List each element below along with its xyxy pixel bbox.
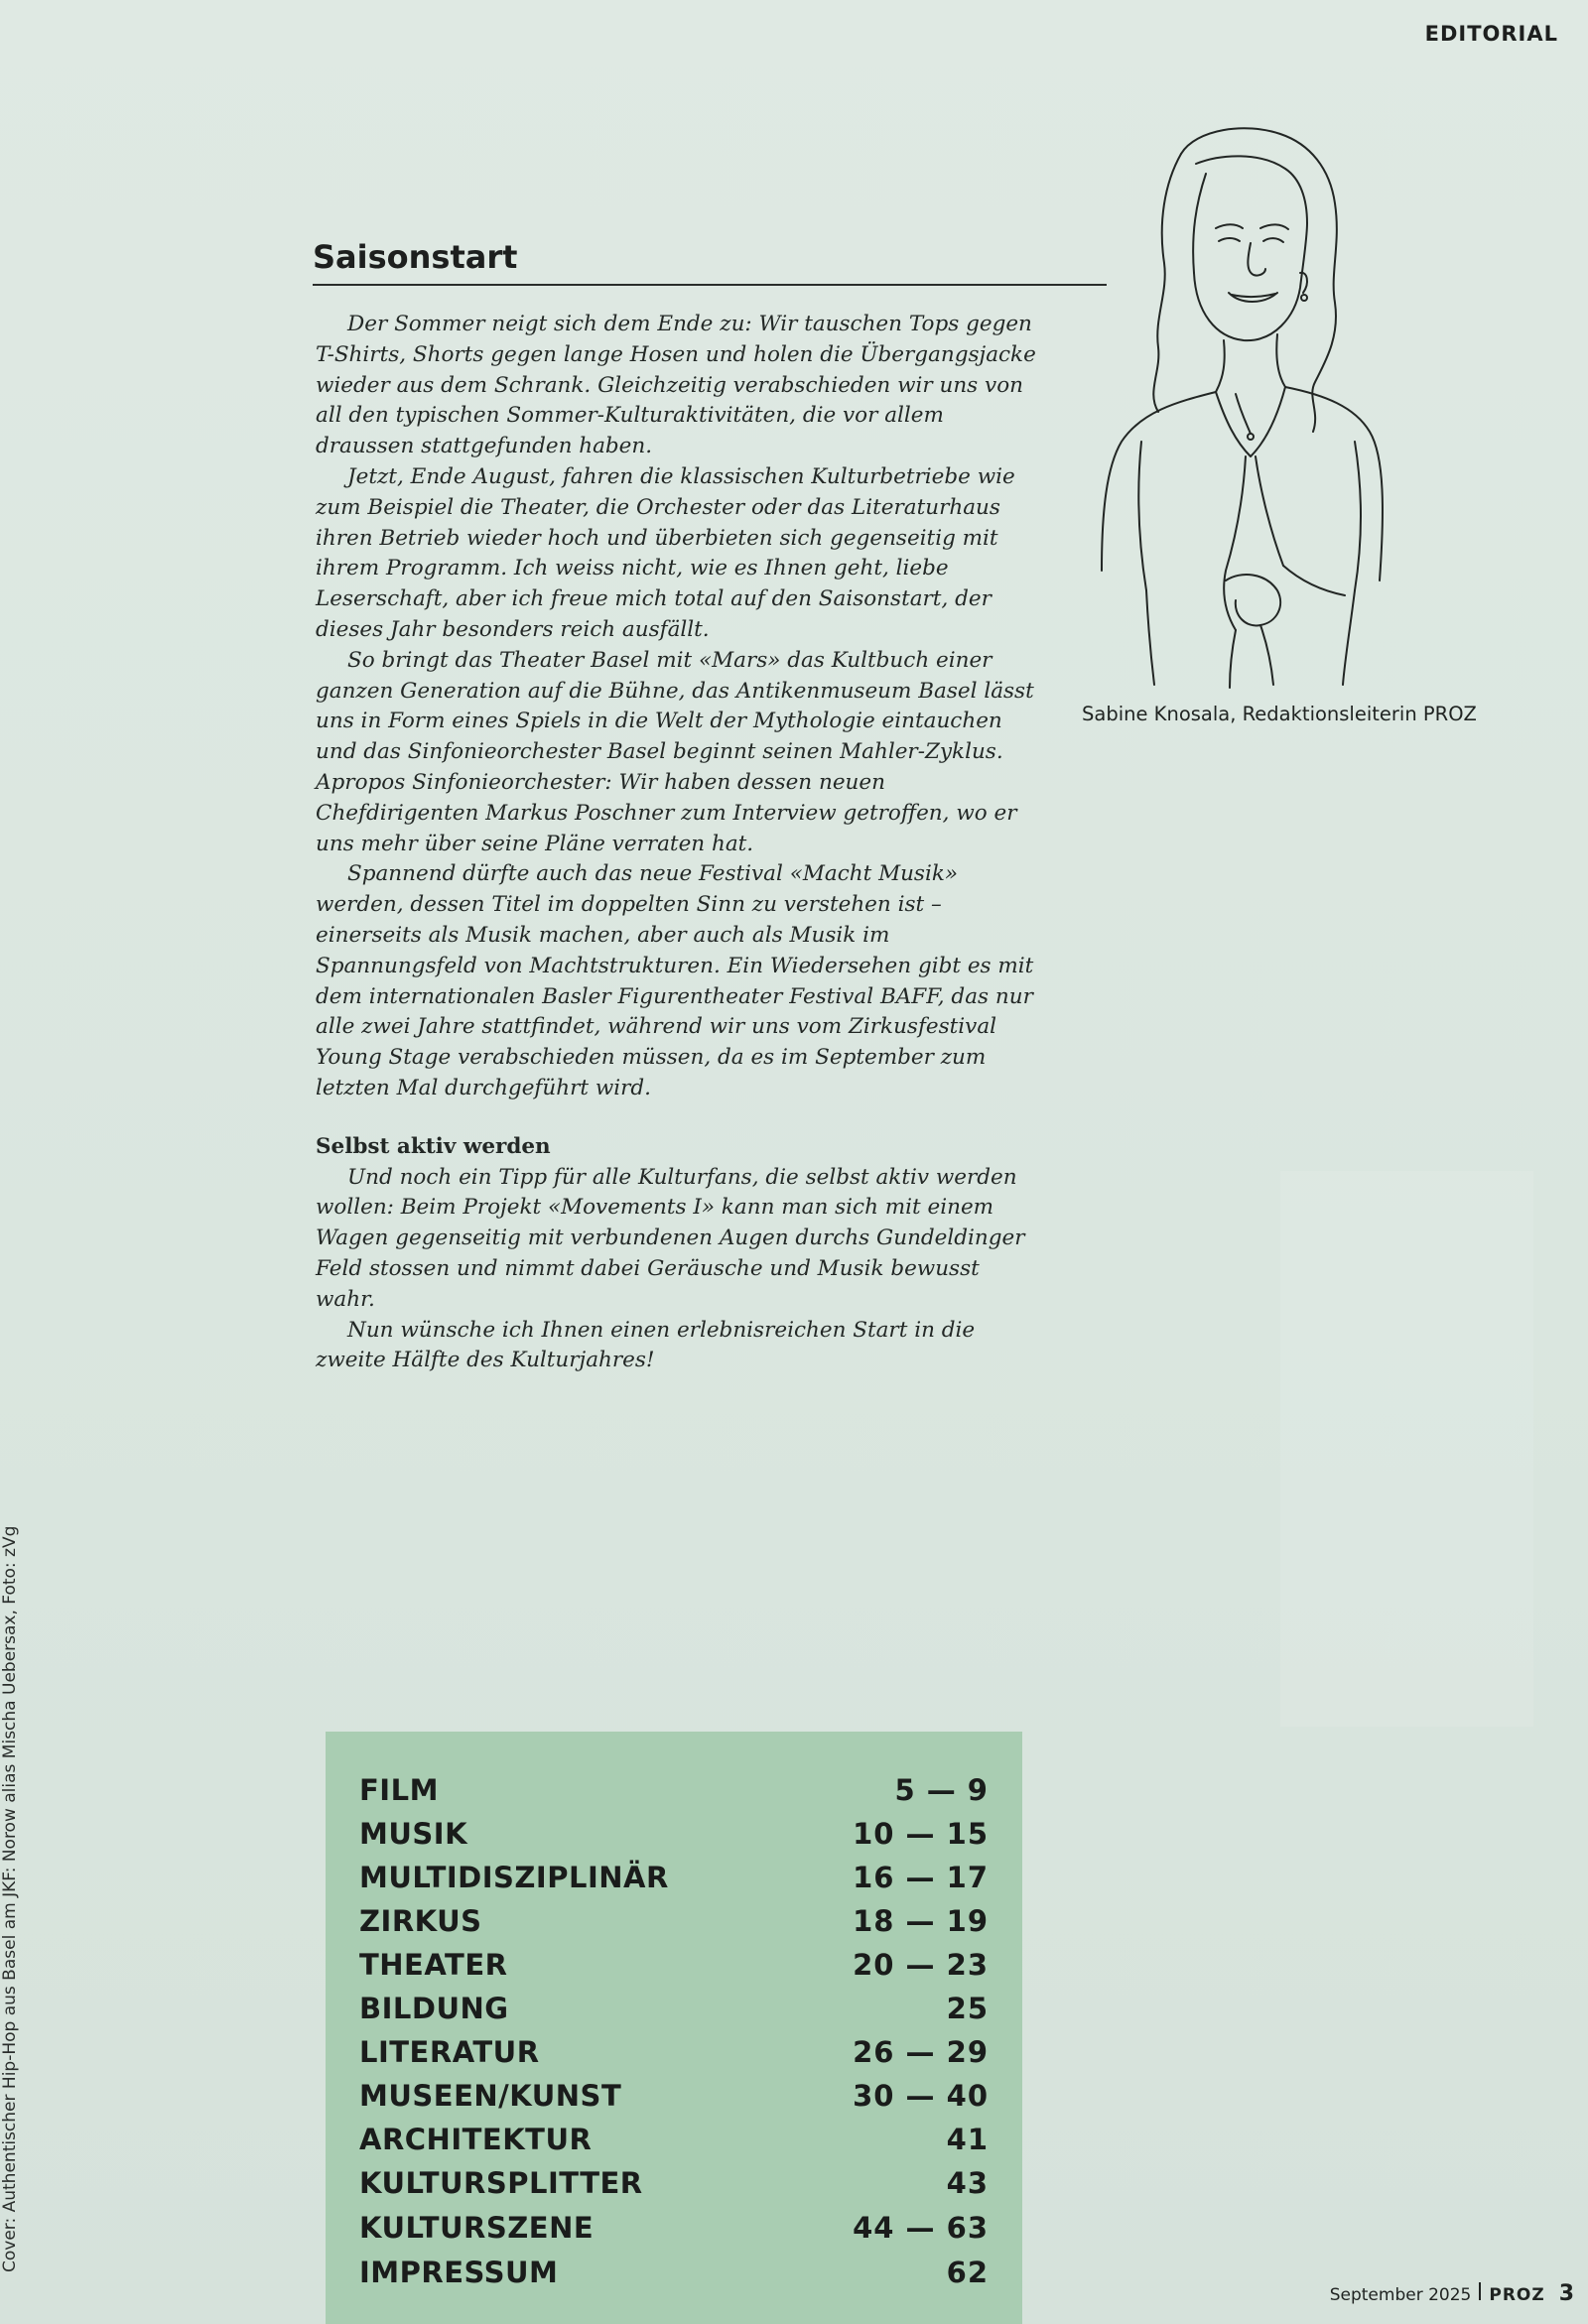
toc-label: IMPRESSUM — [359, 2256, 559, 2289]
toc-row — [326, 1861, 1022, 1904]
toc-row — [326, 1948, 1022, 1992]
toc-pages: 26 — 29 — [853, 2035, 989, 2069]
toc-label: KULTURSPLITTER — [359, 2166, 643, 2200]
toc-pages: 30 — 40 — [853, 2079, 989, 2113]
toc-pages: 41 — [946, 2123, 989, 2156]
toc-pages: 44 — 63 — [853, 2211, 989, 2245]
toc-label: MUSEEN/KUNST — [359, 2079, 622, 2113]
body-paragraph: Nun wünsche ich Ihnen einen erlebnisreichen Start in die zweite Hälfte des Kulturjahres! — [316, 1317, 976, 1373]
toc-label: BILDUNG — [359, 1992, 509, 2025]
toc-label: FILM — [359, 1773, 439, 1807]
body-paragraph: Jetzt, Ende August, fahren die klassischen Kulturbetriebe wie zum Beispiel die Theater, die Orchester oder das Literaturhaus ihren Betrieb wieder hoch und überbieten sich gegenseitig mit ihrem Programm. Ich weiss nicht, wie es Ihnen geht, liebe Leserschaft, aber ich freue mich total auf den Saisonstart, der dieses Jahr besonders reich ausfällt. — [316, 463, 1015, 642]
toc-pages: 20 — 23 — [853, 1948, 989, 1982]
subheading: Selbst aktiv werden — [316, 1133, 551, 1159]
editor-portrait-illustration — [1047, 114, 1424, 690]
toc-pages: 10 — 15 — [853, 1817, 989, 1851]
toc-row — [326, 2211, 1022, 2255]
page-number: 3 — [1558, 2281, 1574, 2306]
toc-label: ZIRKUS — [359, 1904, 482, 1938]
show-through-panel — [1280, 1171, 1533, 1727]
table-of-contents — [326, 1732, 1022, 2324]
toc-row — [326, 1773, 1022, 1817]
toc-pages: 16 — 17 — [853, 1861, 989, 1894]
toc-row — [326, 2035, 1022, 2079]
toc-label: ARCHITEKTUR — [359, 2123, 593, 2156]
toc-row — [326, 1992, 1022, 2035]
toc-label: THEATER — [359, 1948, 508, 1982]
body-paragraph: Spannend dürfte auch das neue Festival «Macht Musik» werden, dessen Titel im doppelten Sinn zu verstehen ist – einerseits als Musik machen, aber auch als Musik im Spannungsfeld von Machtstrukturen. Ein Wiedersehen gibt es mit dem internationalen Basler Figurentheater Festival BAFF, das nur alle zwei Jahre stattfindet, während wir uns vom Zirkusfestival Young Stage verabschieden müssen, da es im September zum letzten Mal durchgeführt wird. — [316, 861, 1034, 1100]
toc-pages: 5 — 9 — [894, 1773, 989, 1807]
toc-row — [326, 2123, 1022, 2166]
page-footer — [1330, 2281, 1574, 2306]
issue-date: September 2025 — [1329, 2285, 1472, 2305]
body-paragraph: Der Sommer neigt sich dem Ende zu: Wir tauschen Tops gegen T-Shirts, Shorts gegen lange Hosen und holen die Übergangsjacke wieder aus dem Schrank. Gleichzeitig verabschieden wir uns von all den typischen Sommer-Kulturaktivitäten, die vor allem draussen stattgefunden haben. — [316, 312, 1036, 459]
toc-row — [326, 2079, 1022, 2123]
toc-row — [326, 2256, 1022, 2299]
toc-pages: 43 — [946, 2166, 989, 2200]
editorial-body — [316, 310, 1040, 1376]
article-title: Saisonstart — [313, 238, 518, 276]
magazine-brand: PROZ — [1489, 2285, 1545, 2305]
body-paragraph: Und noch ein Tipp für alle Kulturfans, die selbst aktiv werden wollen: Beim Projekt «Movements I» kann man sich mit einem Wagen gegenseitig mit verbundenen Augen durchs Gundeldinger Feld stossen und nimmt dabei Geräusche und Musik bewusst wahr. — [316, 1164, 1025, 1312]
title-underline — [313, 284, 1107, 286]
toc-pages: 18 — 19 — [853, 1904, 989, 1938]
cover-credit: Cover: Authentischer Hip-Hop aus Basel am JKF: Norow alias Mischa Uebersax, Foto: zVg — [0, 1525, 20, 2272]
footer-separator — [1479, 2282, 1481, 2300]
toc-pages: 25 — [946, 1992, 989, 2025]
toc-label: MULTIDISZIPLINÄR — [359, 1861, 669, 1894]
toc-label: MUSIK — [359, 1817, 468, 1851]
toc-label: KULTURSZENE — [359, 2211, 595, 2245]
toc-row — [326, 2166, 1022, 2210]
toc-pages: 62 — [946, 2256, 989, 2289]
portrait-caption: Sabine Knosala, Redaktionsleiterin PROZ — [1082, 703, 1477, 725]
toc-row — [326, 1817, 1022, 1861]
section-label: EDITORIAL — [1424, 22, 1558, 46]
body-paragraph: So bringt das Theater Basel mit «Mars» das Kultbuch einer ganzen Generation auf die Bühne, das Antikenmuseum Basel lässt uns in Form eines Spiels in die Welt der Mythologie eintauchen und das Sinfonieorchester Basel beginnt seinen Mahler-Zyklus. Apropos Sinfonieorchester: Wir haben dessen neuen Chefdirigenten Markus Poschner zum Interview getroffen, wo er uns mehr über seine Pläne verraten hat. — [316, 647, 1034, 856]
toc-row — [326, 1904, 1022, 1948]
toc-label: LITERATUR — [359, 2035, 540, 2069]
